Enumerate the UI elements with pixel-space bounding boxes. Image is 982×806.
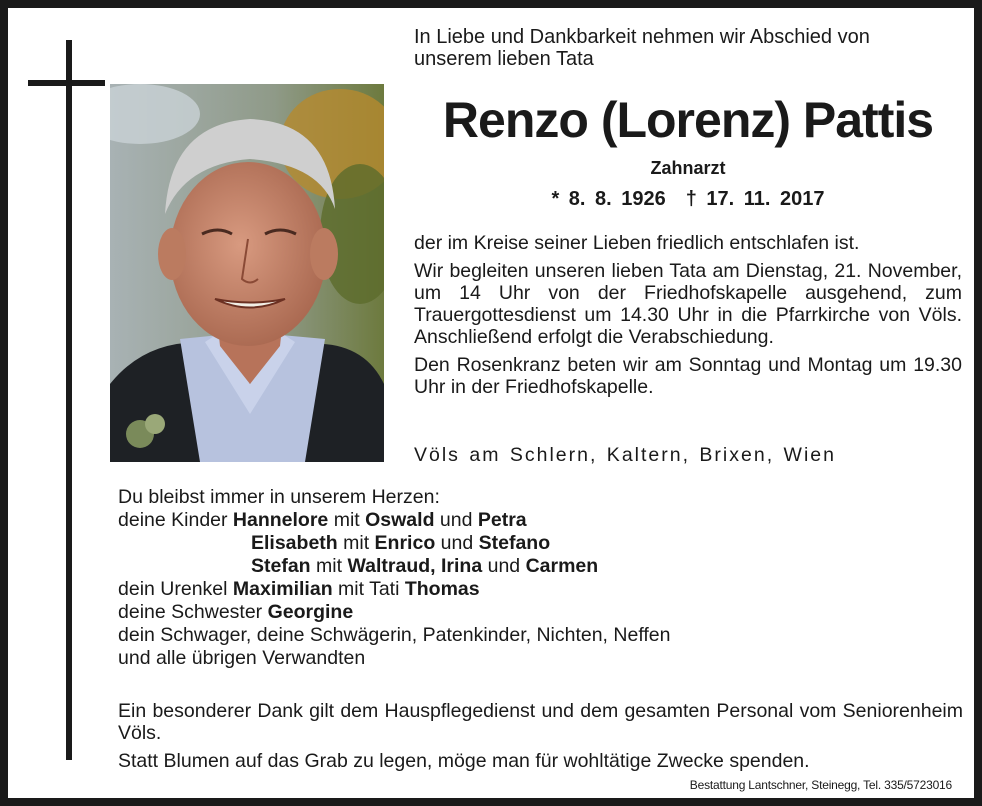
tati-name: Thomas <box>404 578 480 600</box>
life-dates <box>414 188 962 211</box>
greatgrandchild-prefix: dein Urenkel <box>118 578 228 600</box>
greatgrandchild-row <box>118 578 958 601</box>
und-word: und <box>440 532 474 554</box>
grandchild-name: Carmen <box>525 555 599 577</box>
funeral-home: Bestattung Lantschner, Steinegg, Tel. 335/5723016 <box>689 778 952 792</box>
places: Völs am Schlern, Kaltern, Brixen, Wien <box>414 444 836 466</box>
mit-word: mit <box>333 509 360 531</box>
partner-name: Waltraud, Irina <box>347 555 483 577</box>
grandchild-name: Stefano <box>478 532 551 554</box>
birth-date: * 8. 8. 1926 <box>551 188 666 210</box>
partner-name: Enrico <box>374 532 436 554</box>
mit-word: mit <box>316 555 343 577</box>
child-name: Elisabeth <box>251 532 338 554</box>
funeral-details: Wir begleiten unseren lieben Tata am Dienstag, 21. November, um 14 Uhr von der Friedhofskapelle ausgehend, zum Trauergottesdienst um 14.30 Uhr in die Pfarrkirche von Völs. Anschließend erfolgt die Verabschiedung. <box>414 260 962 348</box>
family-heading: Du bleibst immer in unserem Herzen: <box>118 486 440 508</box>
sister-prefix: deine Schwester <box>118 601 263 623</box>
cross-bar <box>28 80 105 86</box>
mit-word: mit <box>343 532 370 554</box>
child-name: Hannelore <box>232 509 329 531</box>
rosary-details: Den Rosenkranz beten wir am Sonntag und Montag um 19.30 Uhr in der Friedhofskapelle. <box>414 354 962 398</box>
children-row-3 <box>118 555 958 578</box>
family-list <box>118 486 958 670</box>
intro-line-2: unserem lieben Tata <box>414 48 594 70</box>
greatgrandchild-name: Maximilian <box>232 578 333 600</box>
thanks-section <box>118 700 963 778</box>
grandchild-name: Petra <box>477 509 527 531</box>
cross-icon <box>66 40 72 760</box>
intro-text <box>414 26 962 70</box>
announcement-body <box>414 232 962 404</box>
portrait-photo <box>110 84 384 462</box>
mit-tati: mit Tati <box>338 578 400 600</box>
sister-name: Georgine <box>267 601 354 623</box>
thanks-flowers: Statt Blumen auf das Grab zu legen, möge man für wohltätige Zwecke spenden. <box>118 750 810 772</box>
body-line-1: der im Kreise seiner Lieben friedlich entschlafen ist. <box>414 232 860 254</box>
profession: Zahnarzt <box>650 158 726 178</box>
children-prefix: deine Kinder <box>118 509 228 531</box>
thanks-care: Ein besonderer Dank gilt dem Hauspflegedienst und dem gesamten Personal vom Seniorenheim Völs. <box>118 700 963 744</box>
child-name: Stefan <box>251 555 311 577</box>
sister-row <box>118 601 958 624</box>
und-word: und <box>487 555 521 577</box>
partner-name: Oswald <box>365 509 435 531</box>
und-word: und <box>439 509 473 531</box>
relatives-row: und alle übrigen Verwandten <box>118 647 366 669</box>
inlaws-row: dein Schwager, deine Schwägerin, Patenkinder, Nichten, Neffen <box>118 624 671 646</box>
deceased-name: Renzo (Lorenz) Pattis <box>442 92 934 148</box>
children-row-2 <box>118 532 958 555</box>
death-date: † 17. 11. 2017 <box>685 188 825 210</box>
intro-line-1: In Liebe und Dankbarkeit nehmen wir Abschied von <box>414 26 870 48</box>
children-row-1 <box>118 509 958 532</box>
